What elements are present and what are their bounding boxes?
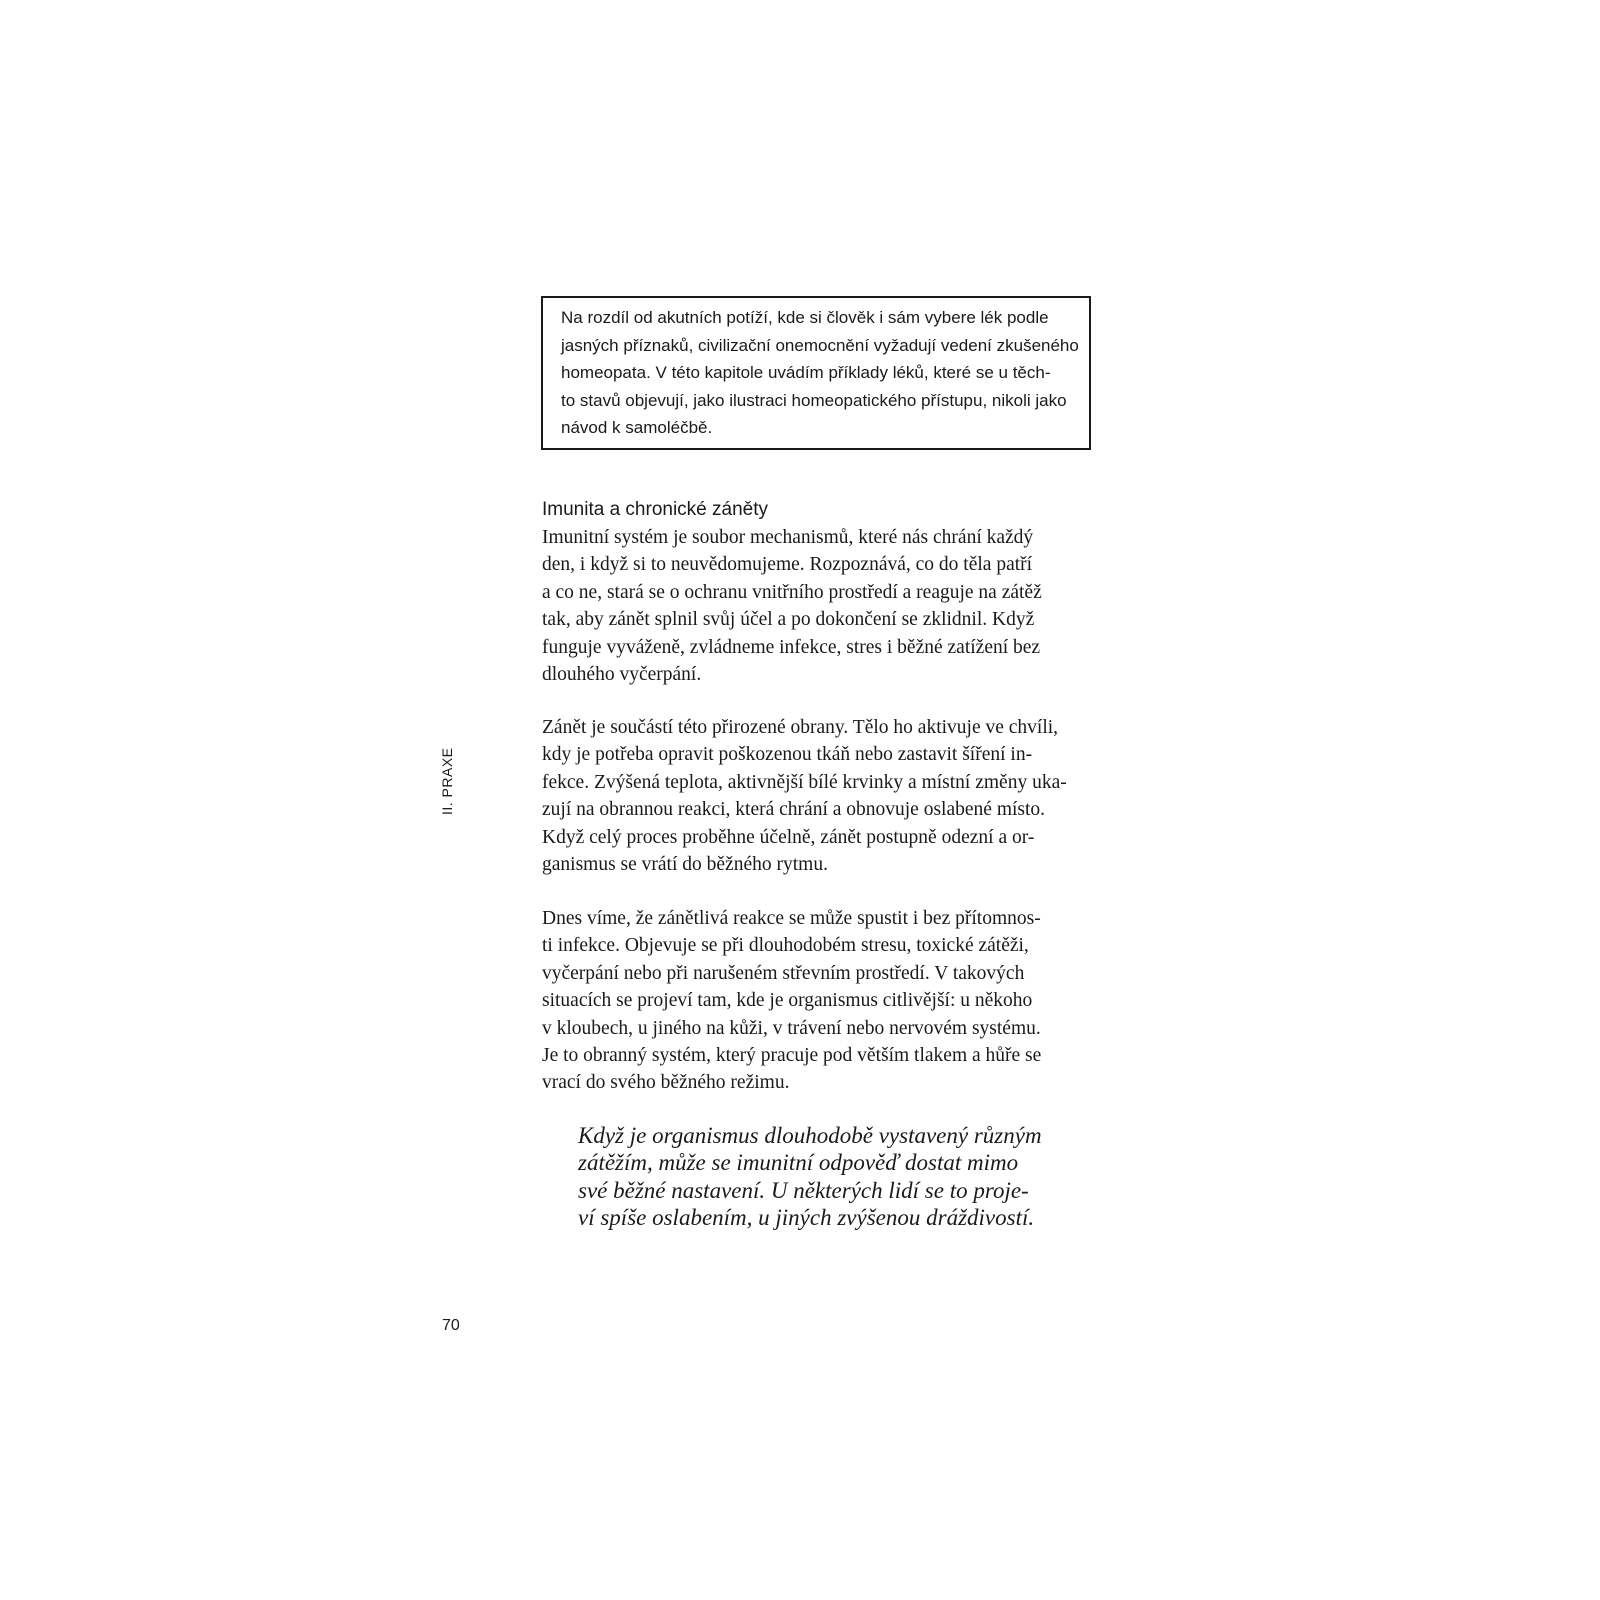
paragraph — [542, 905, 1094, 1097]
quote-line: ví spíše oslabením, u jiných zvýšenou dráždivostí. — [578, 1205, 1035, 1231]
pull-quote — [578, 1122, 1078, 1232]
paragraph-line: a co ne, stará se o ochranu vnitřního prostředí a reaguje na zátěž — [542, 581, 1042, 603]
notice-line: jasných příznaků, civilizační onemocnění vyžadují vedení zkušeného — [561, 335, 1079, 355]
page-number: 70 — [442, 1317, 460, 1334]
paragraph-line: vrací do svého běžného režimu. — [542, 1072, 790, 1094]
paragraph — [542, 524, 1094, 688]
paragraph-line: fekce. Zvýšená teplota, aktivnější bílé krvinky a místní změny uka- — [542, 771, 1067, 793]
notice-line: Na rozdíl od akutních potíží, kde si člověk i sám vybere lék podle — [561, 308, 1049, 327]
paragraph-line: tak, aby zánět splnil svůj účel a po dokončení se zklidnil. Když — [542, 609, 1035, 631]
running-head: II. PRAXE — [439, 747, 455, 815]
quote-line: zátěžím, může se imunitní odpověď dostat mimo — [578, 1150, 1019, 1176]
notice-line: homeopata. V této kapitole uvádím příklady léků, které se u těch- — [561, 363, 1051, 382]
section-heading: Imunita a chronické záněty — [542, 499, 769, 520]
paragraph-line: den, i když si to neuvědomujeme. Rozpoznává, co do těla patří — [542, 554, 1033, 576]
paragraph-line: Když celý proces proběhne účelně, zánět postupně odezní a or- — [542, 826, 1035, 848]
paragraph-line: dlouhého vyčerpání. — [542, 664, 702, 686]
paragraph-line: Dnes víme, že zánětlivá reakce se může spustit i bez přítomnos- — [542, 908, 1041, 929]
notice-box — [541, 296, 1091, 450]
paragraph-line: situacích se projeví tam, kde je organismus citlivější: u někoho — [542, 990, 1033, 1012]
paragraph-line: ganismus se vrátí do běžného rytmu. — [542, 854, 828, 876]
paragraph-line: kdy je potřeba opravit poškozenou tkáň nebo zastavit šíření in- — [542, 744, 1033, 766]
paragraph-line: Je to obranný systém, který pracuje pod větším tlakem a hůře se — [542, 1045, 1042, 1067]
quote-line: Když je organismus dlouhodobě vystavený různým — [578, 1123, 1042, 1148]
paragraph-line: Zánět je součástí této přirozené obrany. Tělo ho aktivuje ve chvíli, — [542, 717, 1059, 738]
paragraph-line: vyčerpání nebo při narušeném střevním prostředí. V takových — [542, 962, 1025, 984]
paragraph-line: ti infekce. Objevuje se při dlouhodobém stresu, toxické zátěži, — [542, 935, 1029, 957]
paragraph-line: funguje vyváženě, zvládneme infekce, stres i běžné zatížení bez — [542, 636, 1041, 658]
paragraph — [542, 714, 1094, 878]
paragraph-line: zují na obrannou reakci, která chrání a obnovuje oslabené místo. — [542, 799, 1046, 821]
paragraph-line: Imunitní systém je soubor mechanismů, které nás chrání každý — [542, 527, 1034, 548]
notice-line: návod k samoléčbě. — [561, 418, 713, 437]
notice-line: to stavů objevují, jako ilustraci homeopatického přístupu, nikoli jako — [561, 390, 1067, 410]
paragraph-line: v kloubech, u jiného na kůži, v trávení nebo nervovém systému. — [542, 1017, 1041, 1039]
quote-line: své běžné nastavení. U některých lidí se to proje- — [578, 1177, 1029, 1203]
